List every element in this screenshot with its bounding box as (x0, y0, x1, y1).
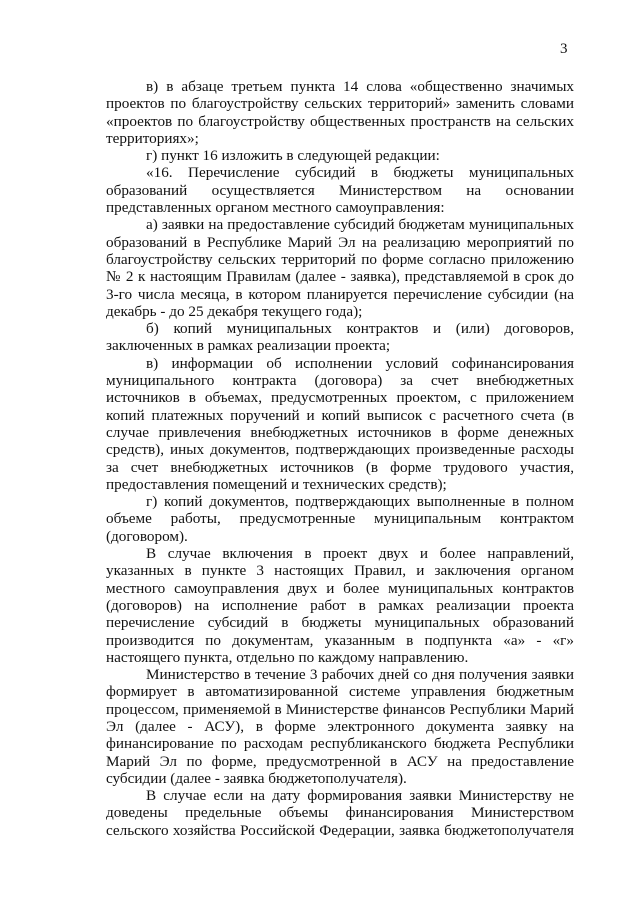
paragraph-subitem-g: г) копий документов, подтверждающих выполненные в полном объеме работы, предусмотренные муниципальным контрактом (договором). (106, 493, 574, 545)
page-number: 3 (560, 41, 568, 57)
paragraph-amendment-g: г) пункт 16 изложить в следующей редакции: (146, 147, 440, 165)
paragraph-amendment-v: в) в абзаце третьем пункта 14 слова «общественно значимых проектов по благоустройству сельских территорий» заменить словами «проектов по благоустройству общественных пространств на сельских территориях»; (106, 78, 574, 147)
paragraph-multiple-directions: В случае включения в проект двух и более направлений, указанных в пункте 3 настоящих Правил, и заключения органом местного самоуправления двух и более муниципальных контрактов (договоров) на исполнение работ в рамках реализации проекта перечисление субсидий в бюджеты муниципальных образований производится по документам, указанным в подпункта «а» - «г» настоящего пункта, отдельно по каждому направлению. (106, 545, 574, 666)
paragraph-subitem-v: в) информации об исполнении условий софинансирования муниципального контракта (договора) за счет внебюджетных источников в объемах, предусмотренных проектом, с приложением копий платежных поручений и копий выписок с расчетного счета (в случае привлечения внебюджетных источников в форме денежных средств), иных документов, подтверждающих произведенные расходы за счет внебюджетных источников (в форме трудового участия, предоставления помещений и технических средств); (106, 354, 574, 493)
paragraph-funding-limits: В случае если на дату формирования заявки Министерству не доведены предельные объемы финансирования Министерством сельского хозяйства Российской Федерации, заявка бюджетополучателя (106, 787, 574, 839)
paragraph-subitem-a: а) заявки на предоставление субсидий бюджетам муниципальных образований в Республике Марий Эл на реализацию мероприятий по благоустройству сельских территорий по форме согласно приложению № 2 к настоящим Правилам (далее - заявка), представляемой в срок до 3-го числа месяца, в котором планируется перечисление субсидии (на декабрь - до 25 декабря текущего года); (106, 216, 574, 320)
paragraph-clause-16: «16. Перечисление субсидий в бюджеты муниципальных образований осуществляется Министерством на основании представленных органом местного самоуправления: (106, 164, 574, 217)
paragraph-ministry-request: Министерство в течение 3 рабочих дней со дня получения заявки формирует в автоматизированной системе управления бюджетным процессом, применяемой в Министерстве финансов Республики Марий Эл (далее - АСУ), в форме электронного документа заявку на финансирование по расходам республиканского бюджета Республики Марий Эл по форме, предусмотренной в АСУ на предоставление субсидии (далее - заявка бюджетополучателя). (106, 666, 574, 787)
document-body (106, 78, 574, 839)
paragraph-subitem-b: б) копий муниципальных контрактов и (или) договоров, заключенных в рамках реализации проекта; (106, 320, 574, 355)
